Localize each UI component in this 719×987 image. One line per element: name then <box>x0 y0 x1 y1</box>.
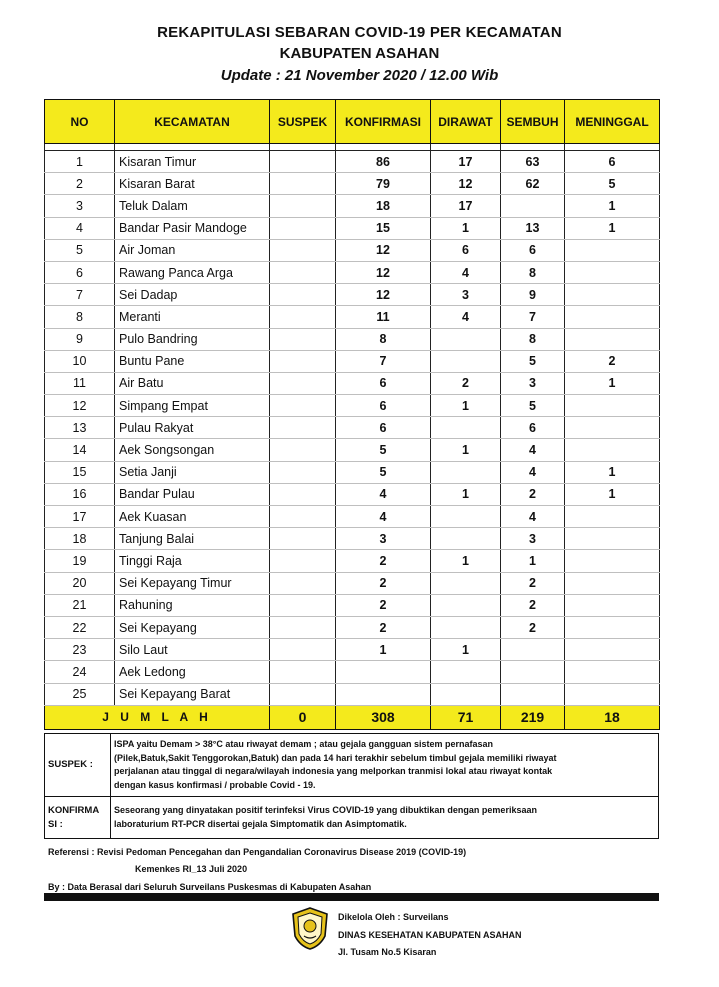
cell-konfirmasi: 5 <box>336 461 431 483</box>
cell-konfirmasi: 11 <box>336 306 431 328</box>
reference-text: Referensi : Revisi Pedoman Pencegahan dan Pengandalian Coronavirus Disease 2019 (COVID-19) <box>48 847 467 857</box>
cell-meninggal <box>565 306 660 328</box>
cell-kecamatan: Bandar Pulau <box>115 483 270 505</box>
data-source-note: By : Data Berasal dari Seluruh Surveilans Puskesmas di Kabupaten Asahan <box>48 882 372 892</box>
cell-sembuh: 7 <box>501 306 565 328</box>
cell-kecamatan: Sei Kepayang Timur <box>115 572 270 594</box>
cell-suspek <box>270 683 336 705</box>
cell-sembuh: 2 <box>501 483 565 505</box>
cell-sembuh: 63 <box>501 151 565 173</box>
agency-address: Jl. Tusam No.5 Kisaran <box>338 947 437 957</box>
cell-no: 9 <box>45 328 115 350</box>
cell-kecamatan: Rawang Panca Arga <box>115 261 270 283</box>
konfirmasi-definition-line: Seseorang yang dinyatakan positif terinfeksi Virus COVID-19 yang dibuktikan dengan pemeriksaan <box>114 805 537 815</box>
cell-kecamatan: Simpang Empat <box>115 395 270 417</box>
cell-suspek <box>270 483 336 505</box>
table-row <box>45 350 660 372</box>
cell-meninggal <box>565 550 660 572</box>
cell-no: 25 <box>45 683 115 705</box>
col-header-no: NO <box>45 100 115 144</box>
cell-konfirmasi: 15 <box>336 217 431 239</box>
cell-suspek <box>270 395 336 417</box>
cell-no: 21 <box>45 594 115 616</box>
table-row <box>45 616 660 638</box>
cell-dirawat: 2 <box>431 372 501 394</box>
konfirmasi-term-line: KONFIRMA <box>48 805 100 816</box>
cell-meninggal <box>565 639 660 661</box>
cell-no: 12 <box>45 395 115 417</box>
cell-dirawat <box>431 594 501 616</box>
cell-no: 13 <box>45 417 115 439</box>
cell-konfirmasi: 2 <box>336 550 431 572</box>
konfirmasi-definition-line: laboraturium RT-PCR disertai gejala Simptomatik dan Asimptomatik. <box>114 818 407 829</box>
cell-no: 3 <box>45 195 115 217</box>
cell-sembuh: 1 <box>501 550 565 572</box>
table-row <box>45 483 660 505</box>
cell-kecamatan: Kisaran Barat <box>115 173 270 195</box>
cell-sembuh: 5 <box>501 395 565 417</box>
table-row <box>45 528 660 550</box>
cell-suspek <box>270 173 336 195</box>
table-row <box>45 395 660 417</box>
cell-sembuh: 4 <box>501 439 565 461</box>
table-row <box>45 572 660 594</box>
table-header-row <box>45 100 660 144</box>
definition-konfirmasi <box>45 797 659 839</box>
cell-meninggal: 1 <box>565 372 660 394</box>
cell-meninggal: 1 <box>565 217 660 239</box>
cell-dirawat <box>431 417 501 439</box>
cell-dirawat: 4 <box>431 306 501 328</box>
cell-kecamatan: Aek Kuasan <box>115 506 270 528</box>
cell-kecamatan: Pulau Rakyat <box>115 417 270 439</box>
table-row <box>45 550 660 572</box>
cell-konfirmasi: 8 <box>336 328 431 350</box>
table-row <box>45 217 660 239</box>
cell-konfirmasi: 4 <box>336 483 431 505</box>
cell-meninggal: 1 <box>565 195 660 217</box>
cell-dirawat <box>431 683 501 705</box>
cell-suspek <box>270 328 336 350</box>
cell-sembuh <box>501 661 565 683</box>
cell-konfirmasi: 1 <box>336 639 431 661</box>
asahan-regency-emblem-icon <box>290 906 330 950</box>
cell-dirawat <box>431 350 501 372</box>
table-row <box>45 173 660 195</box>
report-subtitle: KABUPATEN ASAHAN <box>279 45 440 62</box>
cell-dirawat: 1 <box>431 395 501 417</box>
cell-dirawat <box>431 616 501 638</box>
cell-sembuh: 6 <box>501 239 565 261</box>
cell-sembuh <box>501 639 565 661</box>
cell-suspek <box>270 528 336 550</box>
suspek-definition-line: (Pilek,Batuk,Sakit Tenggorokan,Batuk) dan pada 14 hari terakhir sebelum timbul gejala memiliki riwayat <box>114 752 557 763</box>
cell-suspek <box>270 195 336 217</box>
cell-no: 7 <box>45 284 115 306</box>
cell-no: 11 <box>45 372 115 394</box>
total-konfirmasi: 308 <box>336 705 431 729</box>
table-row <box>45 328 660 350</box>
cell-meninggal <box>565 594 660 616</box>
cell-meninggal <box>565 528 660 550</box>
cell-kecamatan: Meranti <box>115 306 270 328</box>
cell-suspek <box>270 550 336 572</box>
cell-kecamatan: Tanjung Balai <box>115 528 270 550</box>
cell-no: 18 <box>45 528 115 550</box>
cell-konfirmasi: 12 <box>336 284 431 306</box>
cell-dirawat: 1 <box>431 439 501 461</box>
cell-konfirmasi: 79 <box>336 173 431 195</box>
cell-konfirmasi: 7 <box>336 350 431 372</box>
cell-sembuh: 3 <box>501 372 565 394</box>
table-row <box>45 439 660 461</box>
cell-no: 4 <box>45 217 115 239</box>
cell-meninggal: 1 <box>565 461 660 483</box>
cell-meninggal <box>565 572 660 594</box>
cell-sembuh: 6 <box>501 417 565 439</box>
cell-suspek <box>270 661 336 683</box>
cell-no: 2 <box>45 173 115 195</box>
cell-konfirmasi: 3 <box>336 528 431 550</box>
cell-dirawat: 6 <box>431 239 501 261</box>
cell-no: 15 <box>45 461 115 483</box>
cell-meninggal <box>565 395 660 417</box>
covid-recap-table <box>44 99 660 730</box>
cell-dirawat: 1 <box>431 483 501 505</box>
cell-meninggal <box>565 616 660 638</box>
cell-no: 20 <box>45 572 115 594</box>
agency-name: DINAS KESEHATAN KABUPATEN ASAHAN <box>338 930 522 940</box>
cell-meninggal <box>565 328 660 350</box>
cell-meninggal <box>565 261 660 283</box>
cell-no: 16 <box>45 483 115 505</box>
cell-sembuh: 8 <box>501 328 565 350</box>
cell-sembuh: 9 <box>501 284 565 306</box>
cell-dirawat <box>431 328 501 350</box>
total-row <box>45 705 660 729</box>
cell-konfirmasi: 12 <box>336 261 431 283</box>
cell-suspek <box>270 506 336 528</box>
cell-sembuh: 13 <box>501 217 565 239</box>
table-row <box>45 195 660 217</box>
cell-suspek <box>270 572 336 594</box>
cell-suspek <box>270 306 336 328</box>
cell-kecamatan: Aek Ledong <box>115 661 270 683</box>
table-row <box>45 372 660 394</box>
cell-konfirmasi: 6 <box>336 395 431 417</box>
cell-konfirmasi: 12 <box>336 239 431 261</box>
cell-kecamatan: Buntu Pane <box>115 350 270 372</box>
cell-konfirmasi <box>336 661 431 683</box>
cell-sembuh: 8 <box>501 261 565 283</box>
cell-suspek <box>270 239 336 261</box>
table-row <box>45 683 660 705</box>
cell-kecamatan: Setia Janji <box>115 461 270 483</box>
cell-sembuh: 4 <box>501 506 565 528</box>
cell-no: 23 <box>45 639 115 661</box>
cell-meninggal <box>565 506 660 528</box>
cell-dirawat <box>431 461 501 483</box>
cell-kecamatan: Kisaran Timur <box>115 151 270 173</box>
cell-kecamatan: Air Batu <box>115 372 270 394</box>
divider-bar <box>44 893 659 901</box>
cell-sembuh: 4 <box>501 461 565 483</box>
cell-suspek <box>270 439 336 461</box>
reference-source-date: Kemenkes RI_13 Juli 2020 <box>135 864 248 874</box>
spacer-row <box>45 144 660 151</box>
cell-suspek <box>270 151 336 173</box>
cell-suspek <box>270 417 336 439</box>
col-header-meninggal: MENINGGAL <box>565 100 660 144</box>
cell-meninggal <box>565 661 660 683</box>
cell-dirawat <box>431 506 501 528</box>
cell-meninggal <box>565 284 660 306</box>
cell-dirawat: 4 <box>431 261 501 283</box>
cell-konfirmasi <box>336 683 431 705</box>
cell-meninggal <box>565 239 660 261</box>
col-header-suspek: SUSPEK <box>270 100 336 144</box>
cell-meninggal <box>565 683 660 705</box>
cell-kecamatan: Teluk Dalam <box>115 195 270 217</box>
cell-no: 1 <box>45 151 115 173</box>
cell-kecamatan: Tinggi Raja <box>115 550 270 572</box>
cell-sembuh <box>501 683 565 705</box>
col-header-sembuh: SEMBUH <box>501 100 565 144</box>
cell-kecamatan: Sei Kepayang <box>115 616 270 638</box>
col-header-dirawat: DIRAWAT <box>431 100 501 144</box>
table-row <box>45 417 660 439</box>
cell-konfirmasi: 4 <box>336 506 431 528</box>
total-sembuh: 219 <box>501 705 565 729</box>
cell-konfirmasi: 2 <box>336 616 431 638</box>
cell-sembuh: 2 <box>501 616 565 638</box>
table-row <box>45 594 660 616</box>
cell-dirawat: 1 <box>431 217 501 239</box>
konfirmasi-term-line: SI : <box>48 818 63 830</box>
cell-dirawat: 1 <box>431 639 501 661</box>
cell-no: 19 <box>45 550 115 572</box>
cell-dirawat <box>431 528 501 550</box>
konfirmasi-definition <box>111 797 659 839</box>
cell-dirawat <box>431 572 501 594</box>
table-row <box>45 151 660 173</box>
cell-no: 5 <box>45 239 115 261</box>
cell-no: 8 <box>45 306 115 328</box>
cell-kecamatan: Bandar Pasir Mandoge <box>115 217 270 239</box>
total-meninggal: 18 <box>565 705 660 729</box>
table-row <box>45 284 660 306</box>
cell-kecamatan: Silo Laut <box>115 639 270 661</box>
table-row <box>45 461 660 483</box>
col-header-kecamatan: KECAMATAN <box>115 100 270 144</box>
cell-konfirmasi: 2 <box>336 594 431 616</box>
cell-dirawat: 3 <box>431 284 501 306</box>
cell-meninggal <box>565 439 660 461</box>
cell-sembuh: 2 <box>501 594 565 616</box>
cell-no: 24 <box>45 661 115 683</box>
table-row <box>45 306 660 328</box>
cell-konfirmasi: 6 <box>336 372 431 394</box>
suspek-definition <box>111 734 659 797</box>
cell-konfirmasi: 6 <box>336 417 431 439</box>
cell-no: 22 <box>45 616 115 638</box>
total-label: J U M L A H <box>45 705 270 729</box>
cell-meninggal: 6 <box>565 151 660 173</box>
suspek-definition-line: ISPA yaitu Demam > 38°C atau riwayat demam ; atau gejala gangguan sistem pernafasan <box>114 739 493 749</box>
cell-kecamatan: Rahuning <box>115 594 270 616</box>
cell-sembuh: 3 <box>501 528 565 550</box>
cell-dirawat: 12 <box>431 173 501 195</box>
cell-suspek <box>270 284 336 306</box>
cell-no: 14 <box>45 439 115 461</box>
cell-suspek <box>270 461 336 483</box>
suspek-term: SUSPEK : <box>45 734 111 797</box>
cell-meninggal: 5 <box>565 173 660 195</box>
cell-konfirmasi: 5 <box>336 439 431 461</box>
cell-kecamatan: Sei Kepayang Barat <box>115 683 270 705</box>
cell-meninggal <box>565 417 660 439</box>
cell-suspek <box>270 594 336 616</box>
table-row <box>45 239 660 261</box>
table-row <box>45 661 660 683</box>
cell-sembuh <box>501 195 565 217</box>
table-row <box>45 261 660 283</box>
total-suspek: 0 <box>270 705 336 729</box>
total-dirawat: 71 <box>431 705 501 729</box>
report-title: REKAPITULASI SEBARAN COVID-19 PER KECAMATAN <box>157 24 562 41</box>
update-date: Update : 21 November 2020 / 12.00 Wib <box>220 67 499 84</box>
cell-kecamatan: Pulo Bandring <box>115 328 270 350</box>
cell-sembuh: 2 <box>501 572 565 594</box>
cell-sembuh: 5 <box>501 350 565 372</box>
cell-suspek <box>270 217 336 239</box>
cell-suspek <box>270 616 336 638</box>
cell-kecamatan: Air Joman <box>115 239 270 261</box>
cell-konfirmasi: 2 <box>336 572 431 594</box>
cell-kecamatan: Sei Dadap <box>115 284 270 306</box>
cell-dirawat: 17 <box>431 151 501 173</box>
cell-kecamatan: Aek Songsongan <box>115 439 270 461</box>
suspek-definition-line: dengan kasus konfirmasi / probable Covid - 19. <box>114 779 316 790</box>
suspek-definition-line: perjalanan atau tinggal di negara/wilayah indonesia yang melporkan tranmisi lokal atau riwayat kontak <box>114 766 553 776</box>
cell-no: 17 <box>45 506 115 528</box>
definitions-table <box>44 733 659 839</box>
cell-sembuh: 62 <box>501 173 565 195</box>
cell-dirawat: 1 <box>431 550 501 572</box>
col-header-konfirmasi: KONFIRMASI <box>336 100 431 144</box>
konfirmasi-term <box>45 797 111 839</box>
definition-suspek <box>45 734 659 797</box>
cell-konfirmasi: 86 <box>336 151 431 173</box>
table-row <box>45 506 660 528</box>
cell-suspek <box>270 350 336 372</box>
table-row <box>45 639 660 661</box>
cell-no: 6 <box>45 261 115 283</box>
cell-dirawat <box>431 661 501 683</box>
managed-by: Dikelola Oleh : Surveilans <box>338 912 449 922</box>
cell-suspek <box>270 261 336 283</box>
cell-meninggal: 2 <box>565 350 660 372</box>
cell-konfirmasi: 18 <box>336 195 431 217</box>
cell-suspek <box>270 372 336 394</box>
cell-no: 10 <box>45 350 115 372</box>
cell-meninggal: 1 <box>565 483 660 505</box>
cell-suspek <box>270 639 336 661</box>
cell-dirawat: 17 <box>431 195 501 217</box>
